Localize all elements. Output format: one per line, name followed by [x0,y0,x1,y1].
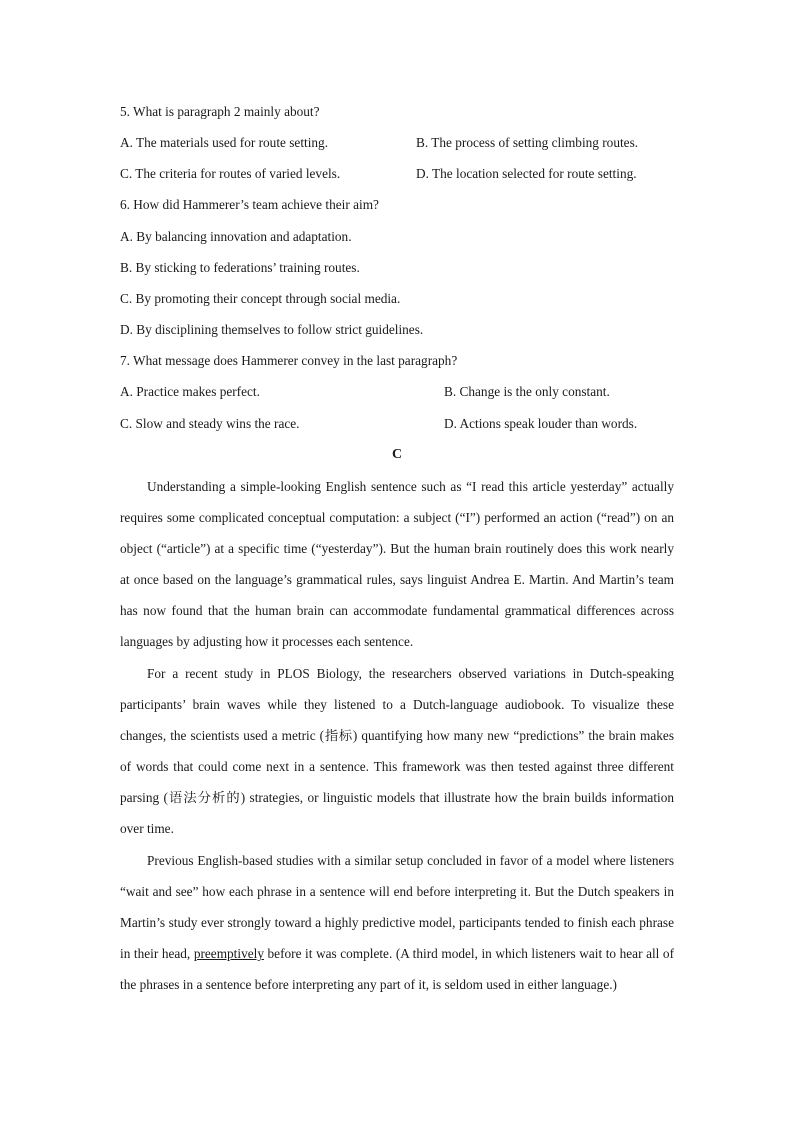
question-5-option-c: C. The criteria for routes of varied levels. [120,166,341,181]
passage-paragraph-3-text-end: before it was complete. (A third model, in which listeners wait to hear all of the phrases in a sentence before interpreting any part of it, is seldom used in either language.) [120,946,674,992]
question-5-option-a: A. The materials used for route setting. [120,135,329,150]
question-6-option-d: D. By disciplining themselves to follow strict guidelines. [120,322,424,337]
passage-paragraph-3-text-start: Previous English-based studies with a similar setup concluded in favor of a model where listeners “wait and see” how each phrase in a sentence will end before interpreting it. But the Dutch speakers in Martin’s study ever strongly toward a highly predictive model, participants tended to finish each phrase in their head, [120,853,674,961]
question-6-option-c: C. By promoting their concept through social media. [120,291,401,306]
question-7-option-c: C. Slow and steady wins the race. [120,416,300,431]
question-5-option-b: B. The process of setting climbing routes. [416,135,639,150]
question-6-option-b: B. By sticking to federations’ training routes. [120,260,360,275]
question-6-option-a: A. By balancing innovation and adaptation. [120,229,352,244]
section-c-heading: C [391,447,403,462]
question-7-option-a: A. Practice makes perfect. [120,384,260,399]
question-6-stem: 6. How did Hammerer’s team achieve their aim? [120,197,379,212]
underlined-word-preemptively: preemptively [193,946,264,961]
question-7-option-d: D. Actions speak louder than words. [444,416,638,431]
question-7-option-b: B. Change is the only constant. [444,384,610,399]
passage-paragraph-1: Understanding a simple-looking English sentence such as “I read this article yesterday” actually requires some complicated conceptual computation: a subject (“I”) performed an action (“read”) on an object (“article”) at a specific time (“yesterday”). But the human brain routinely does this work nearly at once based on the language’s grammatical rules, says linguist Andrea E. Martin. And Martin’s team has now found that the human brain can accommodate fundamental grammatical differences across languages by adjusting how it processes each sentence. [120,479,674,649]
question-7-stem: 7. What message does Hammerer convey in the last paragraph? [120,353,458,368]
question-5-option-d: D. The location selected for route setting. [416,166,637,181]
passage-paragraph-3 [120,845,674,1000]
question-5-stem: 5. What is paragraph 2 mainly about? [120,104,320,119]
passage-paragraph-2: For a recent study in PLOS Biology, the researchers observed variations in Dutch-speaking participants’ brain waves while they listened to a Dutch-language audiobook. To visualize these changes, the scientists used a metric (指标) quantifying how many new “predictions” the brain makes of words that could come next in a sentence. This framework was then tested against three different parsing (语法分析的) strategies, or linguistic models that illustrate how the brain builds information over time. [120,666,674,836]
